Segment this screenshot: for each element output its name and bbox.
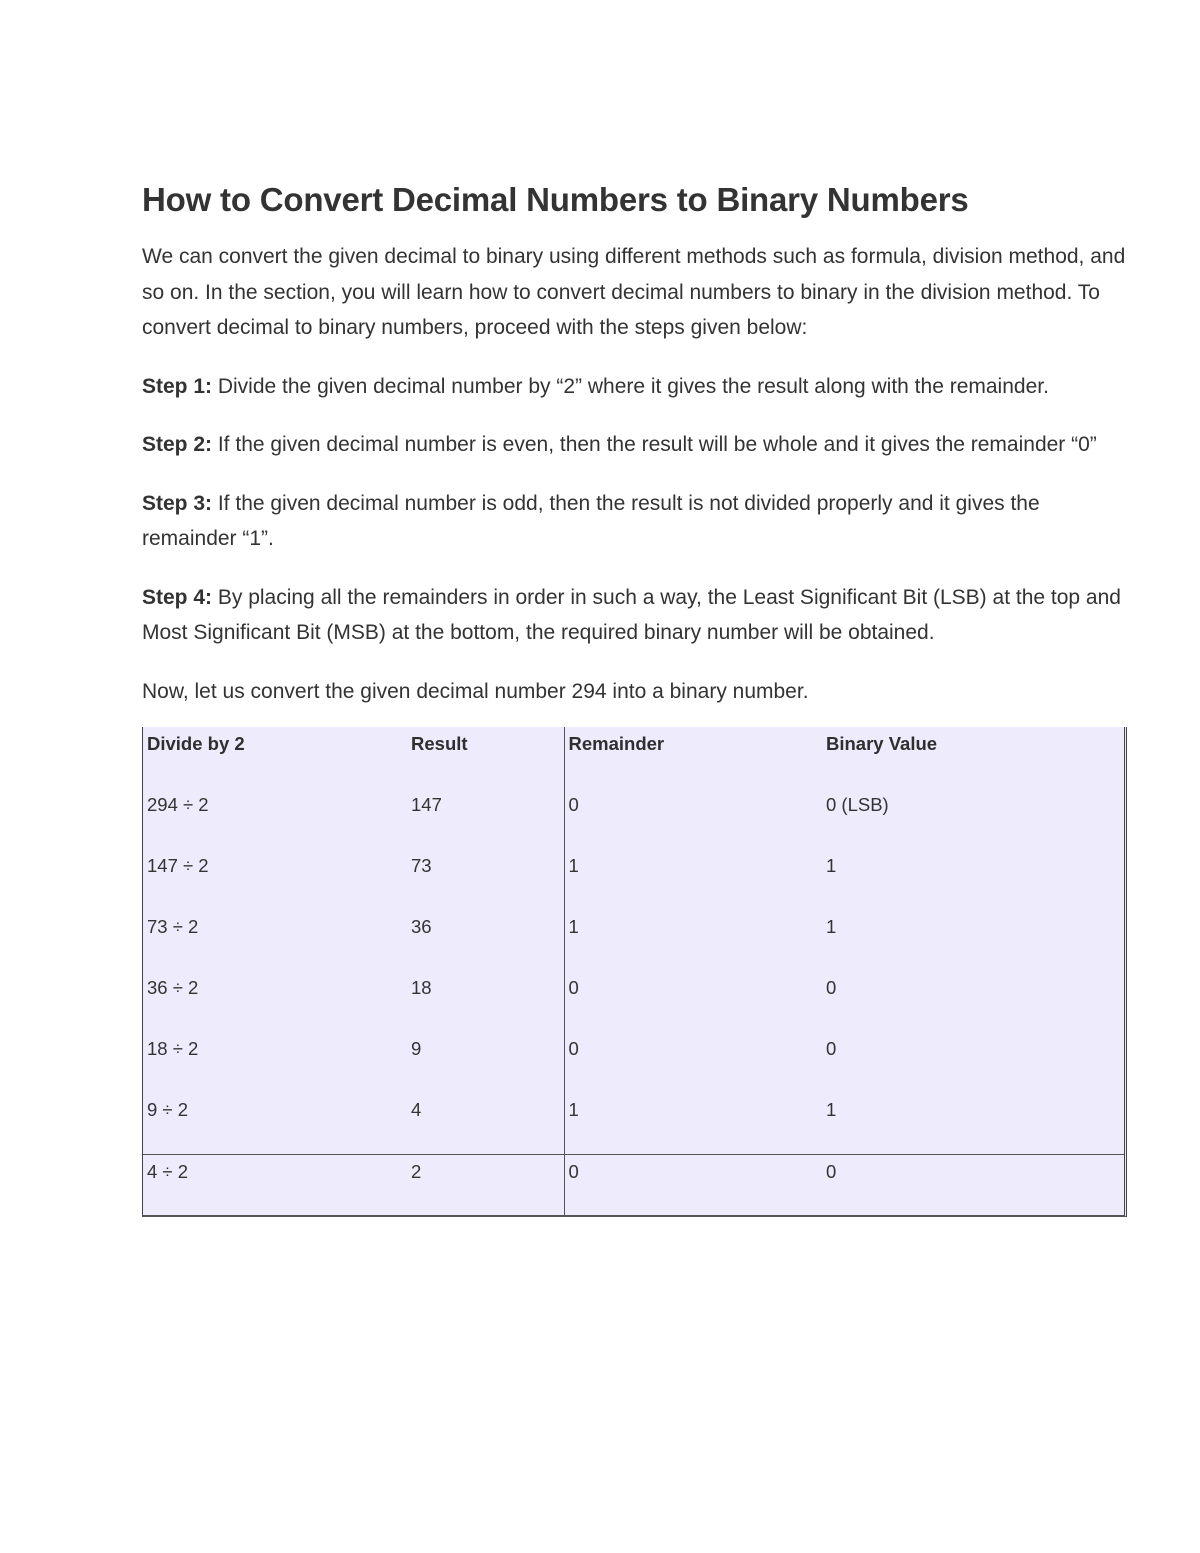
cell-divide: 36 ÷ 2 [147, 977, 199, 998]
table-row [143, 1154, 1124, 1215]
cell-result: 18 [411, 977, 432, 998]
cell-remainder: 1 [564, 910, 822, 971]
cell-divide: 9 ÷ 2 [147, 1099, 189, 1120]
cell-divide: 18 ÷ 2 [147, 1038, 199, 1059]
step-label: Step 1: [142, 374, 213, 398]
step-2 [142, 427, 1132, 463]
intro-paragraph: We can convert the given decimal to binary using different methods such as formula, division method, and so on. In the section, you will learn how to convert decimal numbers to binary in the division method. To convert decimal to binary numbers, proceed with the steps given below: [142, 245, 1126, 339]
cell-result: 73 [411, 855, 432, 876]
cell-remainder: 1 [564, 849, 822, 910]
example-intro: Now, let us convert the given decimal number 294 into a binary number. [142, 679, 809, 703]
table-row [143, 788, 1124, 849]
header-divide-by-2: Divide by 2 [147, 733, 245, 754]
table-header-row [143, 727, 1124, 788]
cell-result: 4 [411, 1099, 422, 1120]
cell-binary: 0 [826, 977, 837, 998]
cell-binary: 1 [826, 855, 837, 876]
cell-divide: 73 ÷ 2 [147, 916, 199, 937]
step-4 [142, 580, 1132, 651]
step-label: Step 2: [142, 433, 213, 456]
page-title: How to Convert Decimal Numbers to Binary Numbers [142, 181, 969, 218]
step-text: By placing all the remainders in order in such a way, the Least Significant Bit (LSB) at the top and Most Significant Bit (MSB) at the bottom, the required binary number will be obtained. [142, 585, 1121, 644]
cell-divide: 4 ÷ 2 [143, 1154, 407, 1215]
cell-result: 2 [407, 1154, 564, 1215]
step-1 [142, 369, 1132, 405]
cell-result: 147 [411, 794, 442, 815]
table-row [143, 971, 1124, 1032]
cell-binary: 1 [826, 1099, 837, 1120]
document-page [142, 178, 1132, 1217]
cell-binary: 0 [826, 1038, 837, 1059]
cell-divide: 147 ÷ 2 [147, 855, 209, 876]
cell-binary: 0 [822, 1154, 1124, 1215]
cell-binary: 1 [826, 916, 837, 937]
step-text: Divide the given decimal number by “2” where it gives the result along with the remainder. [212, 374, 1049, 398]
header-result: Result [411, 733, 468, 754]
table-row [143, 1093, 1124, 1154]
conversion-table [143, 727, 1124, 1215]
step-3 [142, 486, 1132, 557]
step-label: Step 3: [142, 491, 213, 515]
table-row [143, 910, 1124, 971]
cell-result: 9 [411, 1038, 422, 1059]
cell-remainder: 0 [564, 1154, 822, 1215]
table-row [143, 1032, 1124, 1093]
cell-binary: 0 (LSB) [826, 794, 889, 815]
cell-remainder: 0 [564, 971, 822, 1032]
step-text: If the given decimal number is even, then the result will be whole and it gives the remainder “0” [212, 433, 1097, 456]
conversion-table-container [142, 727, 1127, 1217]
cell-result: 36 [411, 916, 432, 937]
table-row [143, 849, 1124, 910]
cell-divide: 294 ÷ 2 [147, 794, 209, 815]
header-binary-value: Binary Value [826, 733, 938, 754]
cell-remainder: 0 [564, 1032, 822, 1093]
step-text: If the given decimal number is odd, then the result is not divided properly and it gives the remainder “1”. [142, 491, 1040, 550]
header-remainder: Remainder [564, 727, 822, 788]
cell-remainder: 0 [564, 788, 822, 849]
cell-remainder: 1 [564, 1093, 822, 1154]
step-label: Step 4: [142, 585, 213, 609]
